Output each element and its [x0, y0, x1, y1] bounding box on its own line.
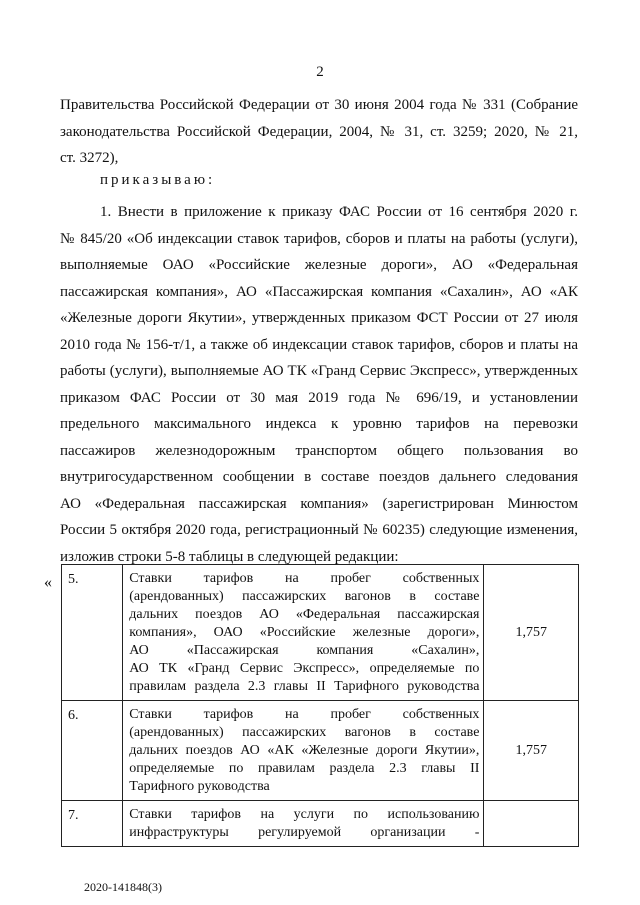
- tariff-table: [61, 564, 579, 847]
- text-line: пассажиров железнодорожным транспортом общего пользования во: [60, 442, 578, 459]
- text-line: ст. 3272),: [60, 150, 119, 166]
- text-line: предельного максимального индекса к уровню тарифов на перевозки: [60, 416, 578, 432]
- table-row: [62, 565, 579, 701]
- row-value: 1,757: [484, 565, 579, 701]
- row-number: 5.: [62, 565, 123, 701]
- cell-line: Тарифного руководства: [129, 779, 270, 794]
- text-line: внутригосударственном сообщении в составе поездов дальнего следования: [60, 469, 578, 485]
- text-line: выполняемые ОАО «Российские железные дороги», АО «Федеральная: [60, 257, 578, 273]
- cell-line: дальних поездов АО «Федеральная пассажирская: [129, 607, 480, 622]
- text-line: «Железные дороги Якутии», утвержденных приказом ФСТ России от 27 июля: [60, 310, 578, 326]
- text-line: пассажирская компания», АО «Пассажирская компания «Сахалин», АО «АК: [60, 283, 578, 300]
- text-line: АО «Федеральная пассажирская компания» (зарегистрирован Минюстом: [60, 495, 578, 512]
- cell-line: правилам раздела 2.3 главы II Тарифного руководства: [129, 679, 480, 694]
- text-line: работы (услуги), выполняемые АО ТК «Гранд Сервис Экспресс», утвержденных: [60, 363, 578, 379]
- text-line: № 845/20 «Об индексации ставок тарифов, сборов и платы на работы (услуги),: [60, 230, 578, 247]
- text-line: Правительства Российской Федерации от 30 июня 2004 года № 331 (Собрание: [60, 97, 578, 113]
- table-row: [62, 801, 579, 847]
- text-line: России 5 октября 2020 года, регистрационный № 60235) следующие изменения,: [60, 522, 578, 538]
- text-line: 1. Внести в приложение к приказу ФАС России от 16 сентября 2020 г.: [100, 204, 578, 220]
- cell-line: АО «Пассажирская компания «Сахалин»,: [129, 643, 480, 658]
- cell-line: АО ТК «Гранд Сервис Экспресс», определяемые по: [129, 661, 480, 676]
- cell-line: Ставки тарифов на пробег собственных: [129, 707, 480, 722]
- row-description: [123, 801, 484, 847]
- text-line: 2010 года № 156-т/1, а также об индексации ставок тарифов, сборов и платы на: [60, 336, 578, 353]
- row-description: [123, 701, 484, 801]
- row-description: [123, 565, 484, 701]
- document-code: 2020-141848(3): [84, 880, 162, 894]
- cell-line: (арендованных) пассажирских вагонов в составе: [129, 725, 480, 740]
- text-line: законодательства Российской Федерации, 2004, № 31, ст. 3259; 2020, № 21,: [60, 123, 578, 140]
- row-value: 1,757: [484, 701, 579, 801]
- text-line: изложив строки 5-8 таблицы в следующей редакции:: [60, 548, 399, 565]
- row-number: 7.: [62, 801, 123, 847]
- cell-line: Ставки тарифов на пробег собственных: [129, 571, 480, 586]
- paragraph-2: [60, 199, 578, 570]
- text-line: приказом ФАС России от 30 мая 2019 года № 696/19, и установлении: [60, 389, 578, 406]
- opening-quote: «: [44, 574, 52, 591]
- cell-line: инфраструктуры регулируемой организации -: [129, 825, 480, 840]
- cell-line: определяемые по правилам раздела 2.3 главы II: [129, 761, 480, 776]
- cell-line: Ставки тарифов на услуги по использованию: [129, 807, 480, 822]
- cell-line: (арендованных) пассажирских вагонов в составе: [129, 589, 480, 604]
- cell-line: дальних поездов АО «АК «Железные дороги Якутии»,: [129, 743, 480, 758]
- row-number: 6.: [62, 701, 123, 801]
- paragraph-1: [60, 92, 578, 172]
- page-number: 2: [316, 64, 324, 80]
- cell-line: компания», ОАО «Российские железные дороги»,: [129, 625, 480, 640]
- table-row: [62, 701, 579, 801]
- order-word: приказываю:: [100, 172, 216, 188]
- row-value: [484, 801, 579, 847]
